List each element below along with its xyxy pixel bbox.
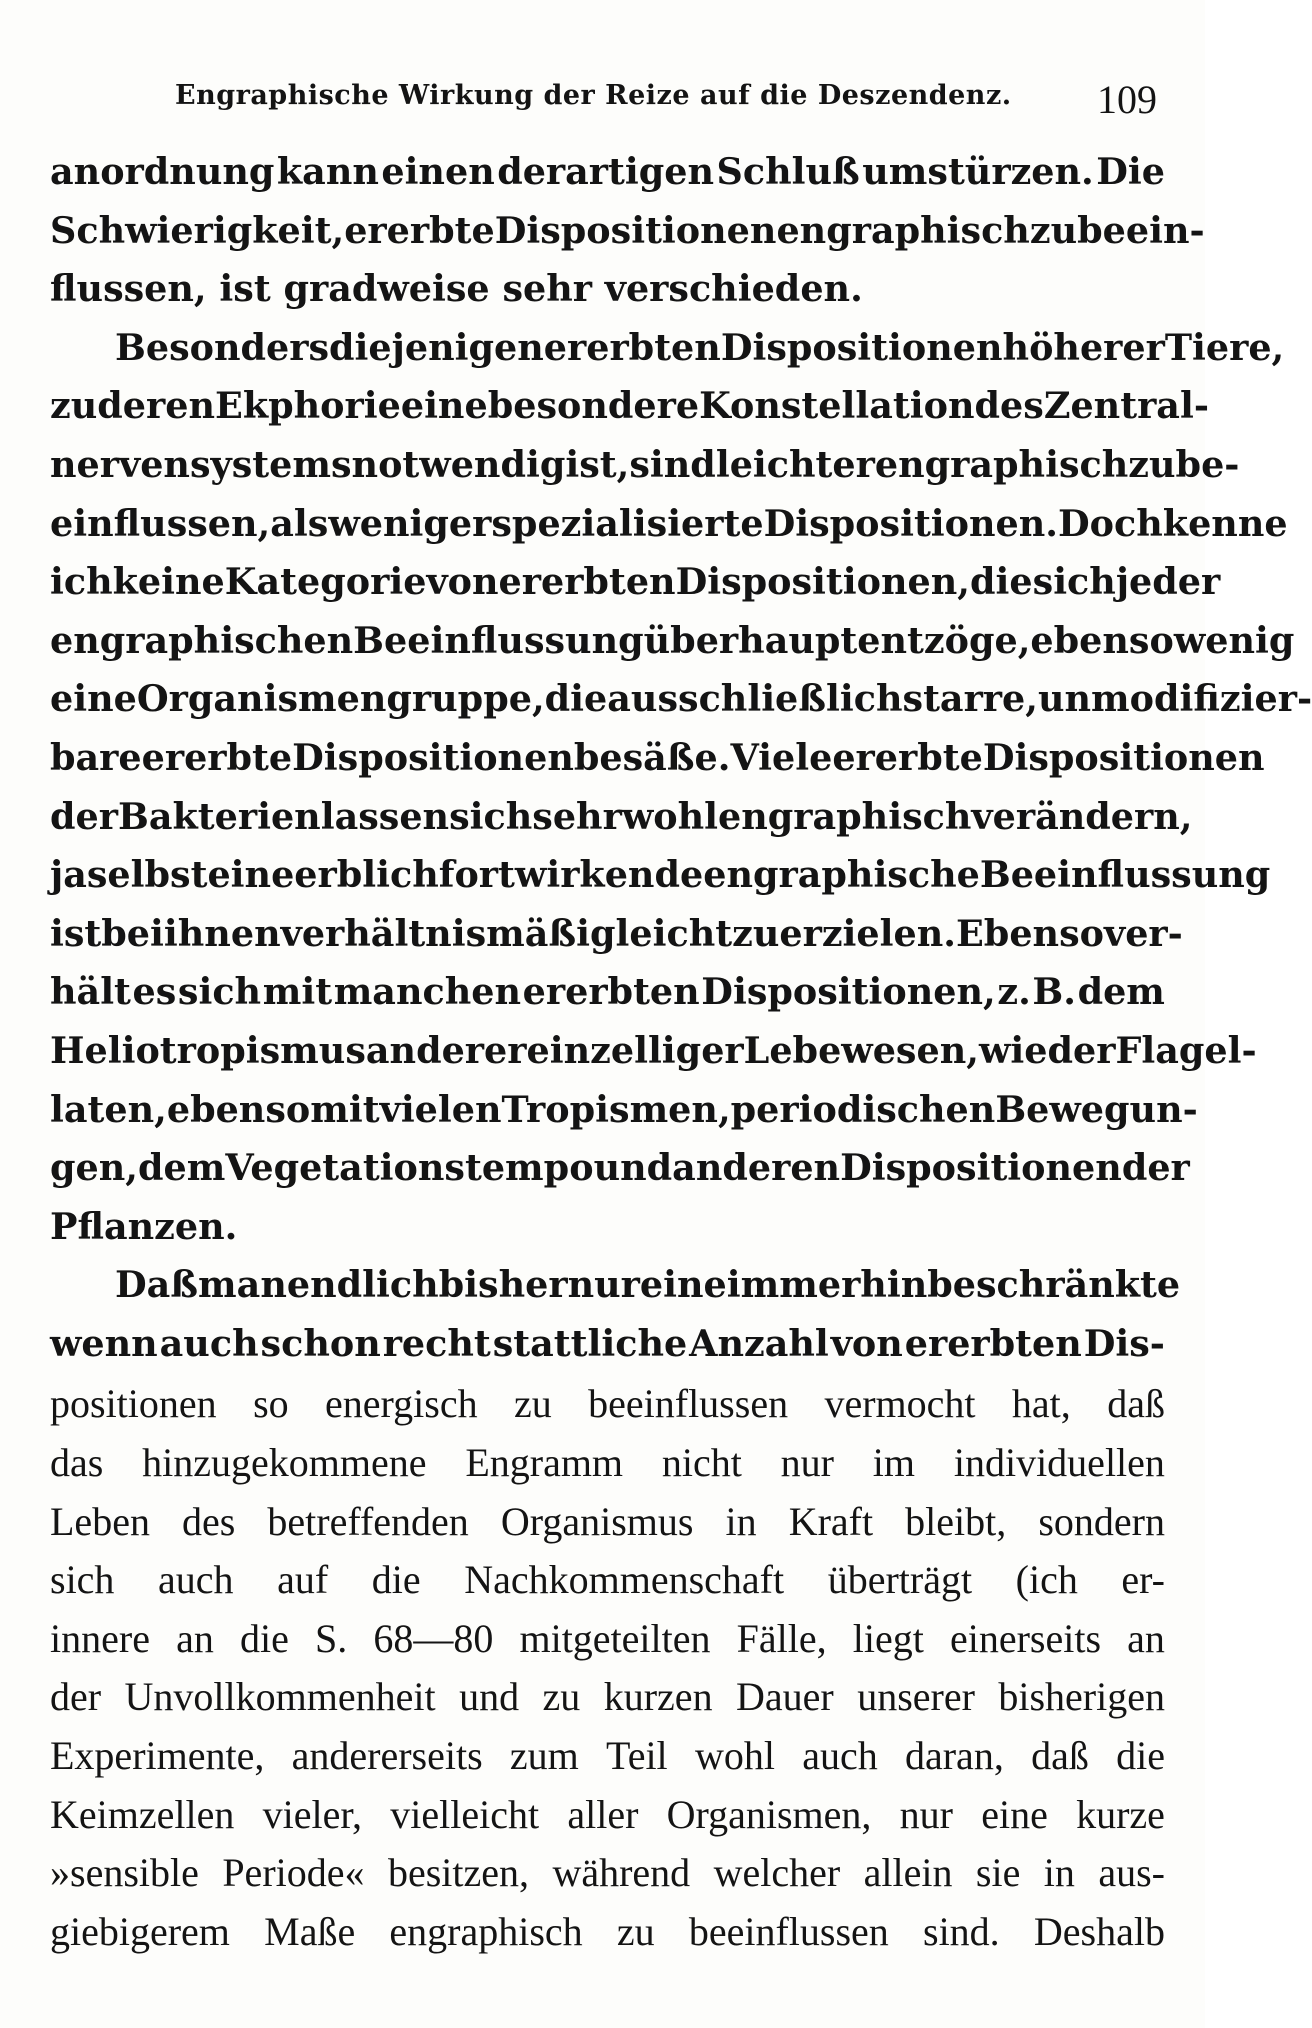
paragraph: [50, 1263, 1181, 1966]
text-line: positionen so energisch zu beeinflussen vermocht hat, daß: [50, 1381, 1165, 1427]
text-line: laten, ebenso mit vielen Tropismen, periodischen Bewegun-: [50, 1087, 1198, 1131]
text-line: ja selbst eine erblich fortwirkende engraphische Beeinflussung: [50, 853, 1271, 897]
body-text: [50, 150, 1312, 1966]
running-title: Engraphische Wirkung der Reize auf die Deszendenz.: [175, 80, 1012, 111]
text-line: Besonders diejenigen ererbten Dispositionen höherer Tiere,: [115, 325, 1285, 369]
text-line: der Bakterien lassen sich sehr wohl engraphisch verändern,: [50, 794, 1193, 838]
paragraph: [50, 325, 1312, 1264]
text-line: der Unvollkommenheit und zu kurzen Dauer unserer bisherigen: [50, 1674, 1165, 1720]
page-number: 109: [1097, 77, 1157, 122]
text-line: das hinzugekommene Engramm nicht nur im individuellen: [50, 1440, 1165, 1486]
text-line: flussen, ist gradweise sehr verschieden.: [50, 267, 863, 311]
text-line: eine Organismengruppe, die ausschließlich starre, unmodifizier-: [50, 677, 1312, 721]
text-line: ich keine Kategorie von ererbten Dispositionen, die sich jeder: [50, 560, 1221, 604]
text-line: Daß man endlich bisher nur eine immerhin beschränkte: [115, 1263, 1181, 1307]
text-line: ist bei ihnen verhältnismäßig leicht zu erzielen. Ebenso ver-: [50, 911, 1183, 955]
paragraph: [50, 150, 1205, 326]
text-line: zu deren Ekphorie eine besondere Konstellation des Zentral-: [50, 384, 1209, 428]
text-line: engraphischen Beeinflussung überhaupt entzöge, ebensowenig: [50, 618, 1295, 662]
text-line: hält es sich mit manchen ererbten Dispositionen, z. B. dem: [50, 970, 1165, 1014]
text-line: sich auch auf die Nachkommenschaft überträgt (ich er-: [50, 1557, 1165, 1603]
text-line: innere an die S. 68—80 mitgeteilten Fälle, liegt einerseits an: [50, 1615, 1165, 1661]
text-line: wenn auch schon recht stattliche Anzahl von ererbten Dis-: [50, 1321, 1165, 1365]
text-line: Heliotropismus anderer einzelliger Lebewesen, wie der Flagel-: [50, 1028, 1257, 1072]
text-line: einflussen, als weniger spezialisierte Dispositionen. Doch kenne: [50, 501, 1288, 545]
text-line: nervensystems notwendig ist, sind leichter engraphisch zu be-: [50, 442, 1240, 486]
running-header: [175, 76, 1165, 136]
text-line: Schwierigkeit, ererbte Dispositionen engraphisch zu beein-: [50, 208, 1205, 252]
text-line: Leben des betreffenden Organismus in Kraft bleibt, sondern: [50, 1498, 1165, 1544]
text-line: »sensible Periode« besitzen, während welcher allein sie in aus-: [50, 1850, 1165, 1896]
text-line: Experimente, andererseits zum Teil wohl auch daran, daß die: [50, 1733, 1165, 1779]
text-line: gen, dem Vegetationstempo und anderen Dispositionen der: [50, 1146, 1190, 1190]
text-line: Pflanzen.: [50, 1204, 238, 1248]
text-line: anordnung kann einen derartigen Schluß umstürzen. Die: [50, 150, 1165, 193]
text-line: giebigerem Maße engraphisch zu beeinflussen sind. Deshalb: [50, 1908, 1165, 1954]
text-line: bare ererbte Dispositionen besäße. Viele ererbte Dispositionen: [50, 735, 1265, 779]
text-line: Keimzellen vieler, vielleicht aller Organismen, nur eine kurze: [50, 1791, 1165, 1837]
